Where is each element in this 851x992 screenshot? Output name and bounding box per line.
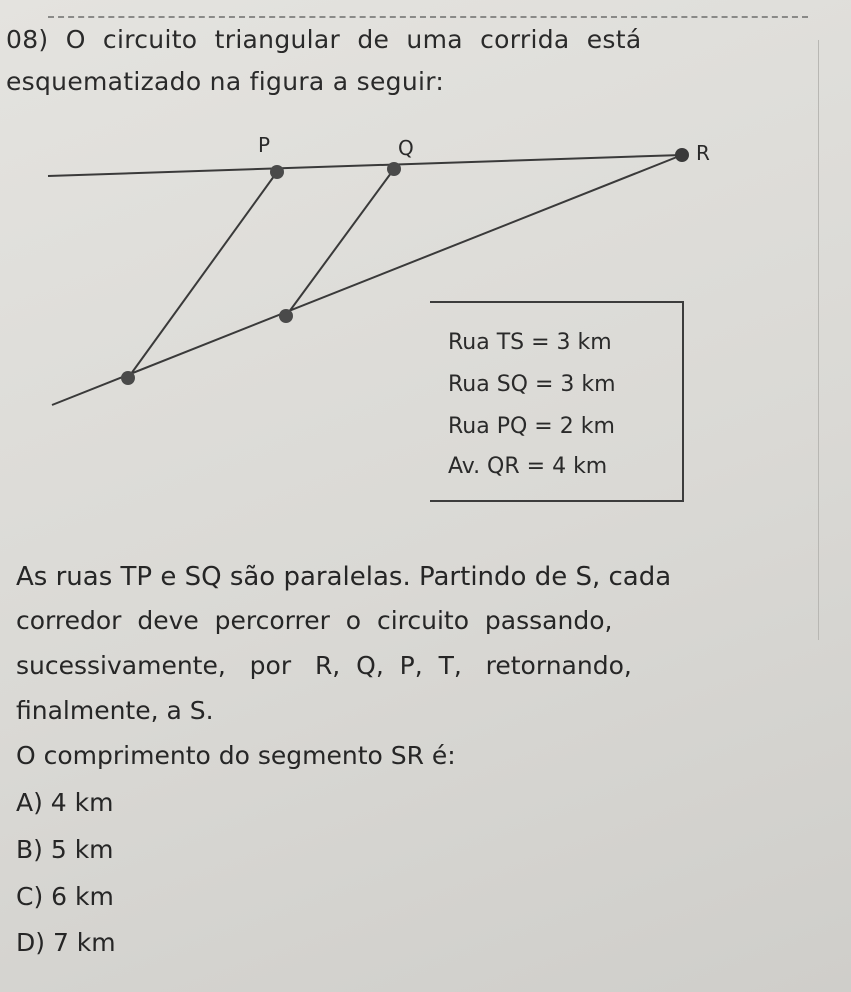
vertex-t-dot [121, 371, 135, 385]
option-d[interactable]: D) 7 km [16, 928, 116, 957]
body-line-5: O comprimento do segmento SR é: [16, 741, 456, 770]
option-b[interactable]: B) 5 km [16, 835, 114, 864]
option-a[interactable]: A) 4 km [16, 788, 114, 817]
question-line-2: esquematizado na figura a seguir: [6, 67, 445, 96]
distance-ts: Rua TS = 3 km [448, 330, 612, 355]
street-tp-line [128, 172, 277, 378]
vertex-s-dot [279, 309, 293, 323]
body-line-4: finalmente, a S. [16, 696, 214, 725]
label-p: P [258, 133, 271, 157]
question-line-1: 08) O circuito triangular de uma corrida está [6, 25, 642, 54]
top-street-line [48, 155, 682, 176]
vertex-r-dot [675, 148, 689, 162]
distance-sq: Rua SQ = 3 km [448, 372, 616, 397]
body-line-3: sucessivamente, por R, Q, P, T, retornando, [16, 651, 632, 680]
label-r: R [696, 141, 710, 165]
body-line-2: corredor deve percorrer o circuito passando, [16, 606, 613, 635]
vertex-p-dot [270, 165, 284, 179]
body-line-1: As ruas TP e SQ são paralelas. Partindo de S, cada [16, 562, 672, 592]
street-sq-line [286, 169, 394, 316]
option-c[interactable]: C) 6 km [16, 882, 114, 911]
distance-qr: Av. QR = 4 km [448, 454, 608, 479]
distance-pq: Rua PQ = 2 km [448, 414, 615, 439]
distances-box [430, 301, 684, 502]
label-q: Q [398, 136, 414, 160]
vertex-q-dot [387, 162, 401, 176]
